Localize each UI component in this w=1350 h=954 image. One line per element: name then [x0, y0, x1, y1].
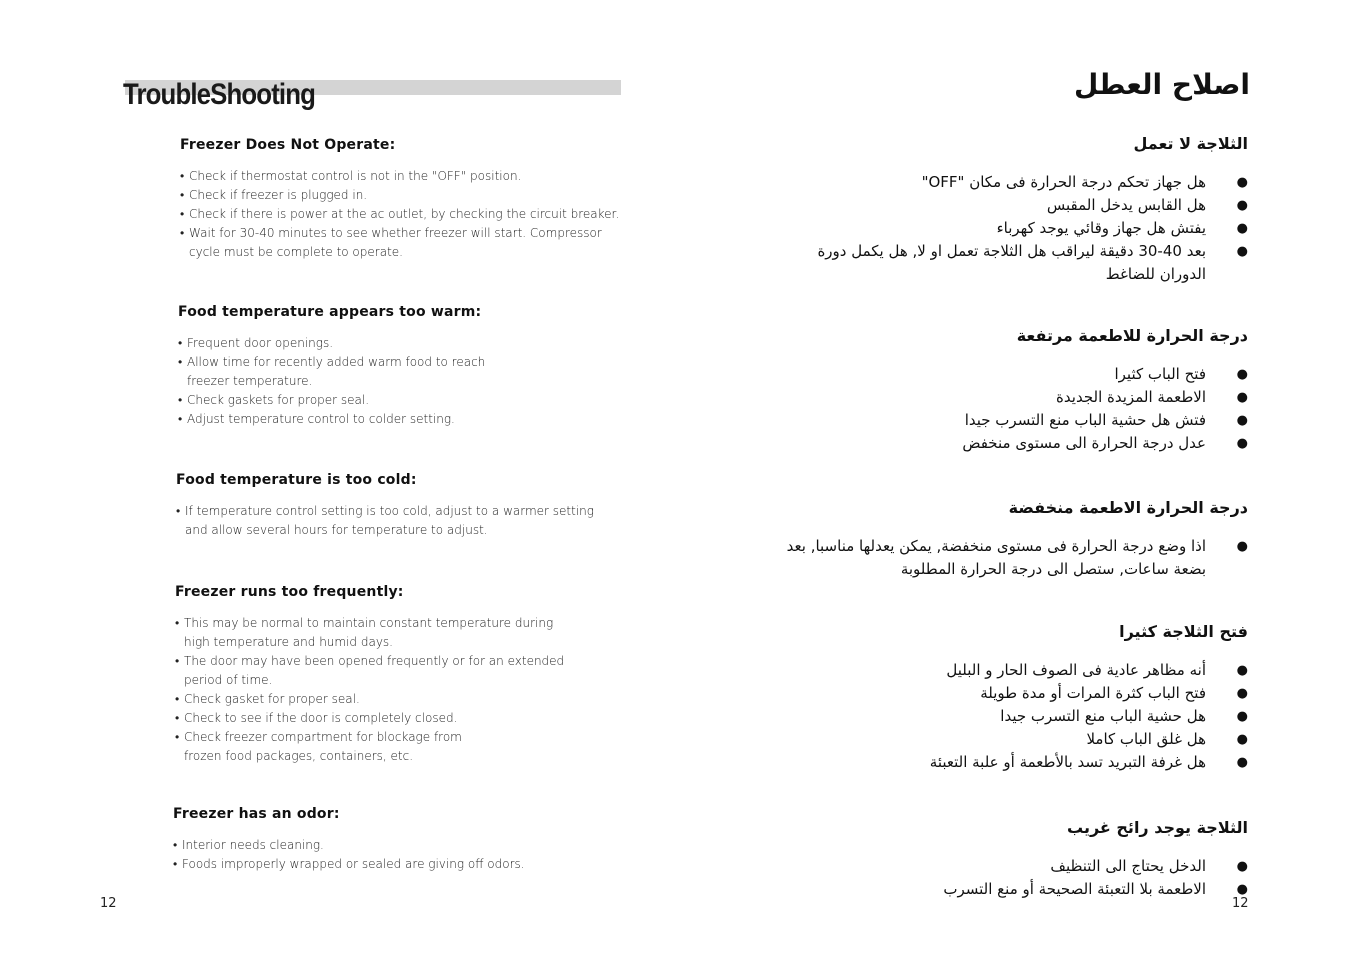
section-heading: Food temperature appears too warm:: [178, 304, 482, 320]
section-food-too-cold: [176, 472, 596, 540]
section-heading: Freezer Does Not Operate:: [180, 137, 396, 153]
list-item: • Check gasket for proper seal.: [175, 692, 360, 706]
list-item: • Adjust temperature control to colder setting.: [178, 412, 455, 426]
page-number-right: 12: [1232, 896, 1249, 911]
section-freezer-does-not-operate: [180, 137, 620, 262]
list-item: • Interior needs cleaning.: [173, 838, 324, 852]
section-food-too-warm: [178, 304, 498, 429]
page-number-left: 12: [100, 896, 117, 911]
arabic-list-item: ● هل غرفة التبريد تسد بالأطعمة أو علبة التعبئة: [929, 753, 1248, 771]
list-item: • Check gaskets for proper seal.: [178, 393, 370, 407]
arabic-list-item: ● هل حشية الباب منع التسرب جيدا: [1000, 707, 1248, 725]
list-item: • Check if there is power at the ac outlet, by checking the circuit breaker.: [180, 207, 620, 221]
list-item: • Check freezer compartment for blockage from frozen food packages, containers, etc.: [175, 730, 462, 763]
arabic-list-item: ● فتش هل حشية الباب منع التسرب جيدا: [964, 411, 1248, 429]
list-item: • Check if freezer is plugged in.: [180, 188, 368, 202]
arabic-section-food-too-warm: [828, 326, 1248, 455]
arabic-list-item: ● الاطعمة المزيدة الجديدة: [1056, 388, 1248, 406]
arabic-section-heading: درجة الحرارة للاطعمة مرتفعة: [1016, 326, 1248, 345]
arabic-list-item: ● فتح الباب كثيرا: [1114, 365, 1248, 383]
list-item: • The door may have been opened frequently or for an extended period of time.: [175, 654, 565, 687]
list-item: • Allow time for recently added warm food to reach freezer temperature.: [178, 355, 486, 388]
list-item: • Wait for 30-40 minutes to see whether freezer will start. Compressor cycle must be complete to operate.: [180, 226, 602, 259]
section-heading: Freezer runs too frequently:: [175, 584, 404, 600]
arabic-section-freezer-odor: [808, 818, 1248, 901]
arabic-list-item: ● الدخل يحتاج الى التنظيف: [1050, 857, 1248, 875]
arabic-list-item: ● يفتش هل جهاز وقائي يوجد كهرباء: [996, 219, 1248, 237]
section-runs-too-frequently: [175, 584, 570, 766]
arabic-section-food-too-cold: [753, 498, 1248, 581]
list-item: • Check to see if the door is completely closed.: [175, 711, 458, 725]
arabic-section-heading: الثلاجة يوجد رائح غريب: [1067, 818, 1248, 837]
page-title: TroubleShooting: [123, 78, 316, 111]
arabic-list-item: ● اذا وضع درجة الحرارة فى مستوى منخفضة, يمكن يعدلها مناسبا, بعد بضعة ساعات, ستصل الى درجة الحرارة المطلوبة: [786, 537, 1248, 578]
arabic-page: [675, 0, 1350, 954]
arabic-list-item: ● هل غلق الباب كاملا: [1086, 730, 1248, 748]
arabic-list-item: ● الاطعمة بلا التعبئة الصحيحة أو منع التسرب: [943, 880, 1248, 898]
arabic-section-heading: الثلاجة لا تعمل: [1133, 134, 1248, 153]
arabic-section-freezer-does-not-operate: [778, 134, 1248, 286]
list-item: • If temperature control setting is too cold, adjust to a warmer setting and allow several hours for temperature to adjust.: [176, 504, 594, 537]
list-item: • This may be normal to maintain constant temperature during high temperature and humid days.: [175, 616, 554, 649]
arabic-section-runs-too-frequently: [808, 622, 1248, 774]
arabic-section-heading: درجة الحرارة الاطعمة منخفضة: [1008, 498, 1248, 517]
arabic-list-item: ● هل جهاز تحكم درجة الحرارة فى مكان "OFF": [921, 173, 1248, 191]
list-item: • Foods improperly wrapped or sealed are giving off odors.: [173, 857, 525, 871]
section-heading: Food temperature is too cold:: [176, 472, 417, 488]
section-heading: Freezer has an odor:: [173, 806, 340, 822]
list-item: • Check if thermostat control is not in the "OFF" position.: [180, 169, 522, 183]
arabic-list-item: ● هل القابس يدخل المقبس: [1046, 196, 1248, 214]
arabic-list-item: ● أنه مظاهر عادية فى الصوف الحار و البليل: [946, 661, 1248, 679]
arabic-page-title: اصلاح العطل: [1073, 68, 1250, 101]
arabic-list-item: ● عدل درجة الحرارة الى مستوى منخفض: [962, 434, 1248, 452]
arabic-list-item: ● بعد 40-30 دقيقة ليراقب هل الثلاجة تعمل او لا, هل يكمل دورة الدوران للضاغط: [817, 242, 1248, 283]
arabic-section-heading: فتح الثلاجة كثيرا: [1119, 622, 1248, 641]
arabic-list-item: ● فتح الباب كثرة المرات أو مدة طويلة: [980, 684, 1248, 702]
list-item: • Frequent door openings.: [178, 336, 334, 350]
section-freezer-odor: [173, 806, 573, 874]
